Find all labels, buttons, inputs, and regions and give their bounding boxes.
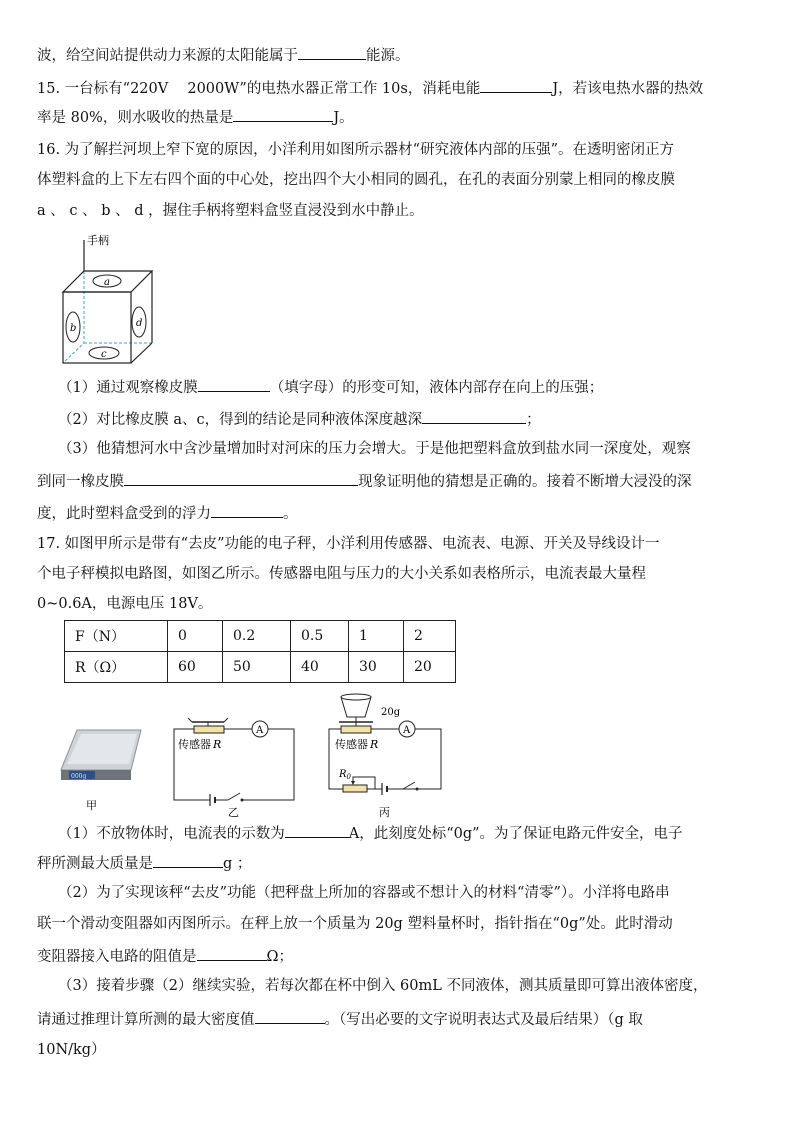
answer-blank[interactable] [255, 1008, 325, 1024]
answer-blank[interactable] [233, 106, 333, 122]
rheostat [343, 785, 367, 792]
sensor-table [64, 620, 456, 683]
circuit-yi [172, 718, 302, 818]
q17-sub2-line1: （2）为了实现该秤“去皮”功能（把秤盘上所加的容器或不想计入的材料“清零”）。小洋将电路串 [58, 885, 670, 901]
handle-label: 手柄 [87, 234, 109, 247]
q17-line3: 0~0.6A，电源电压 18V。 [37, 596, 213, 612]
answer-blank[interactable] [285, 822, 349, 838]
svg-text:b: b [70, 323, 77, 334]
answer-blank[interactable] [153, 852, 223, 868]
q16-sub3-line3: 度，此时塑料盒受到的浮力 。 [37, 502, 298, 524]
q16-sub3-line1: （3）他猜想河水中含沙量增加时对河床的压力会增大。于是他把塑料盒放到盐水同一深度处，观察 [58, 441, 691, 457]
answer-blank[interactable] [422, 408, 526, 424]
label-yi: 乙 [228, 806, 239, 819]
q17-sub1-line2: 秤所测最大质量是 g ； [37, 852, 251, 874]
label-jia: 甲 [86, 799, 97, 812]
q15-line2: 率是 80%，则水吸收的热量是 J。 [37, 106, 354, 128]
table-row-r: R（Ω） 60 50 40 30 20 [65, 652, 456, 683]
switch [228, 793, 240, 800]
q17-sub3-line3: 10N/kg） [37, 1042, 106, 1058]
q17-sub3-line1: （3）接着步骤（2）继续实验，若每次都在杯中倒入 60mL 不同液体，测其质量即可算出液体密度， [58, 978, 708, 994]
q17-sub3-line2: 请通过推理计算所测的最大密度值 。（写出必要的文字说明表达式及最后结果）（g 取 [37, 1008, 643, 1030]
answer-blank[interactable] [198, 376, 270, 392]
answer-blank[interactable] [298, 44, 366, 60]
answer-blank[interactable] [124, 470, 358, 486]
table-row-f: F（N） 0 0.2 0.5 1 2 [65, 621, 456, 652]
answer-blank[interactable] [480, 77, 552, 93]
svg-text:a: a [104, 277, 110, 288]
q16-sub3-line2: 到同一橡皮膜 现象证明他的猜想是正确的。接着不断增大浸没的深 [37, 470, 692, 492]
cup-mass-label: 20g [381, 707, 401, 718]
cube-figure [60, 228, 160, 368]
circuit-bing [327, 693, 457, 818]
switch-2 [403, 782, 415, 789]
q17-sub2-line2: 联一个滑动变阻器如丙图所示。在秤上放一个质量为 20g 塑料量杯时，指针指在“0g”处。此时滑动 [37, 916, 673, 932]
q16-line3: a 、 c 、 b 、 d ，握住手柄将塑料盒竖直浸没到水中静止。 [37, 203, 424, 219]
q16-line1: 16. 为了解拦河坝上窄下宽的原因，小洋利用如图所示器材“研究液体内部的压强”。在透明密闭正方 [37, 142, 674, 158]
q16-sub1: （1）通过观察橡皮膜 （填字母）的形变可知，液体内部存在向上的压强； [58, 376, 603, 398]
q16-line2: 体塑料盒的上下左右四个面的中心处，挖出四个大小相同的圆孔，在孔的表面分别蒙上相同的橡皮膜 [37, 172, 675, 188]
q17-sub2-line3: 变阻器接入电路的阻值是 Ω； [37, 945, 293, 967]
answer-blank[interactable] [211, 502, 283, 518]
r0-label: $R_0$ [339, 769, 351, 781]
answer-blank[interactable] [197, 945, 267, 961]
scale-display-text: 000g [71, 773, 87, 780]
q15-line1: 15. 一台标有“220V 2000W”的电热水器正常工作 10s，消耗电能 J，若该电热水器的热效 [37, 77, 703, 99]
q16-sub2: （2）对比橡皮膜 a、c，得到的结论是同种液体深度越深 ； [58, 408, 541, 430]
svg-text:c: c [101, 349, 107, 360]
sensor-label: 传感器 R [178, 738, 222, 751]
svg-text:d: d [136, 318, 143, 329]
scale-figure [55, 718, 145, 828]
sensor-label-2: 传感器 R [335, 738, 379, 751]
svg-text:A: A [403, 725, 411, 736]
q17-line1: 17. 如图甲所示是带有“去皮”功能的电子秤，小洋利用传感器、电流表、电源、开关及导线设计一 [37, 536, 660, 552]
q17-sub1-line1: （1）不放物体时，电流表的示数为 A，此刻度处标“0g”。为了保证电路元件安全，电子 [58, 822, 683, 844]
q17-line2: 个电子秤模拟电路图，如图乙所示。传感器电阻与压力的大小关系如表格所示，电流表最大量程 [37, 566, 646, 582]
sensor-resistor-2 [341, 726, 371, 733]
svg-text:A: A [256, 725, 264, 736]
q14-tail: 波，给空间站提供动力来源的太阳能属于 能源。 [37, 44, 410, 66]
label-bing: 丙 [379, 806, 390, 819]
sensor-resistor [194, 726, 224, 733]
